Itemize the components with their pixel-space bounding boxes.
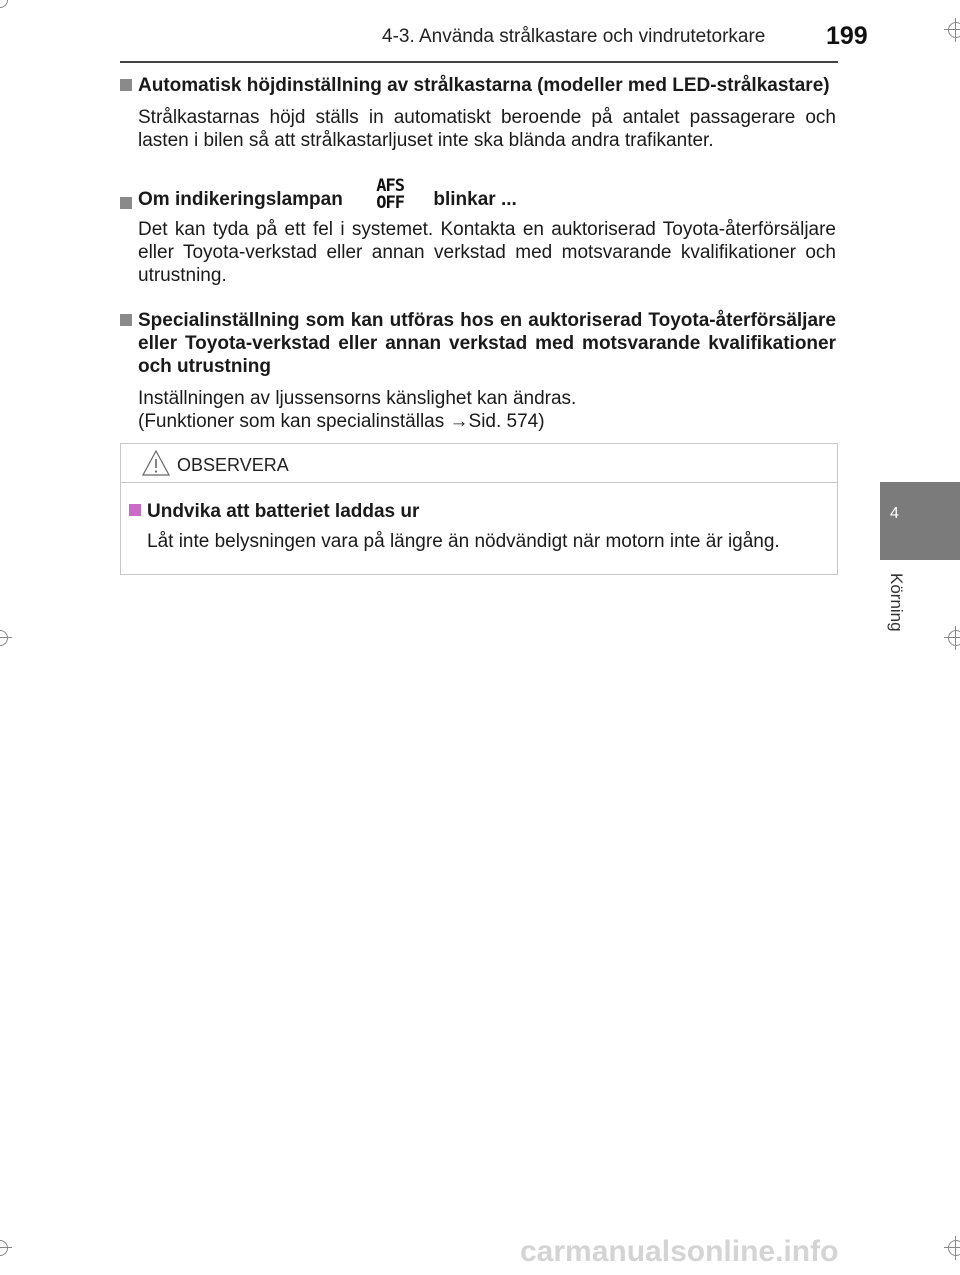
section-heading — [120, 74, 836, 97]
section-heading — [120, 176, 836, 213]
crop-mark — [0, 1236, 12, 1260]
section-heading — [120, 309, 836, 378]
crop-mark — [944, 626, 960, 650]
section-auto-leveling — [120, 74, 836, 152]
afs-icon-bottom-text: OFF — [376, 193, 404, 213]
afs-icon-top-text: AFS — [376, 176, 404, 196]
notice-item-heading — [129, 501, 419, 523]
chapter-label: Körning — [887, 573, 906, 632]
notice-box — [120, 443, 838, 575]
bullet-square-icon — [120, 79, 132, 91]
bullet-square-icon — [129, 504, 141, 516]
warning-triangle-icon — [141, 449, 171, 477]
notice-item-text: Låt inte belysningen vara på längre än nödvändigt när motorn inte är igång. — [147, 531, 780, 552]
chapter-number: 4 — [890, 505, 899, 522]
section-body: Det kan tyda på ett fel i systemet. Kontakta en auktoriserad Toyota-återförsäljare eller Toyota-verkstad eller annan verkstad med motsvarande kvalifikationer och utrustning. — [138, 219, 836, 286]
section-indicator-blinks — [120, 176, 836, 287]
page-number: 199 — [826, 22, 868, 50]
page-header-title: 4-3. Använda strålkastare och vindrutetorkare — [382, 26, 766, 47]
watermark: carmanualsonline.info — [520, 1235, 839, 1268]
afs-off-indicator-icon — [370, 178, 410, 212]
section-customization — [120, 309, 836, 433]
section-heading-text: Om indikeringslampan — [138, 189, 343, 211]
section-body: Strålkastarnas höjd ställs in automatiskt beroende på antalet passagerare och lasten i bilen så att strålkastarljuset inte ska blända andra trafikanter. — [138, 107, 836, 151]
section-heading-text: Specialinställning som kan utföras hos en auktoriserad Toyota-återförsäljare eller Toyota-verkstad eller annan verkstad med motsvarande kvalifikationer och utrustning — [138, 310, 836, 377]
notice-title: OBSERVERA — [177, 455, 289, 475]
section-heading-text-end: blinkar ... — [433, 189, 517, 211]
page-reference-link[interactable]: (Funktioner som kan specialinställas →Sid. 574) — [138, 411, 545, 432]
section-heading-text: Automatisk höjdinställning av strålkastarna (modeller med LED-strålkastare) — [138, 75, 830, 96]
bullet-square-icon — [120, 197, 132, 209]
header-rule — [120, 61, 838, 63]
crop-mark — [944, 1236, 960, 1260]
bullet-square-icon — [120, 314, 132, 326]
crop-mark — [944, 18, 960, 42]
section-body — [120, 387, 836, 433]
crop-mark — [0, 0, 12, 12]
section-body-line: Inställningen av ljussensorns känslighet kan ändras. — [138, 388, 577, 409]
crop-mark — [0, 626, 12, 650]
notice-header — [121, 444, 837, 483]
notice-item-heading-text: Undvika att batteriet laddas ur — [147, 501, 420, 522]
